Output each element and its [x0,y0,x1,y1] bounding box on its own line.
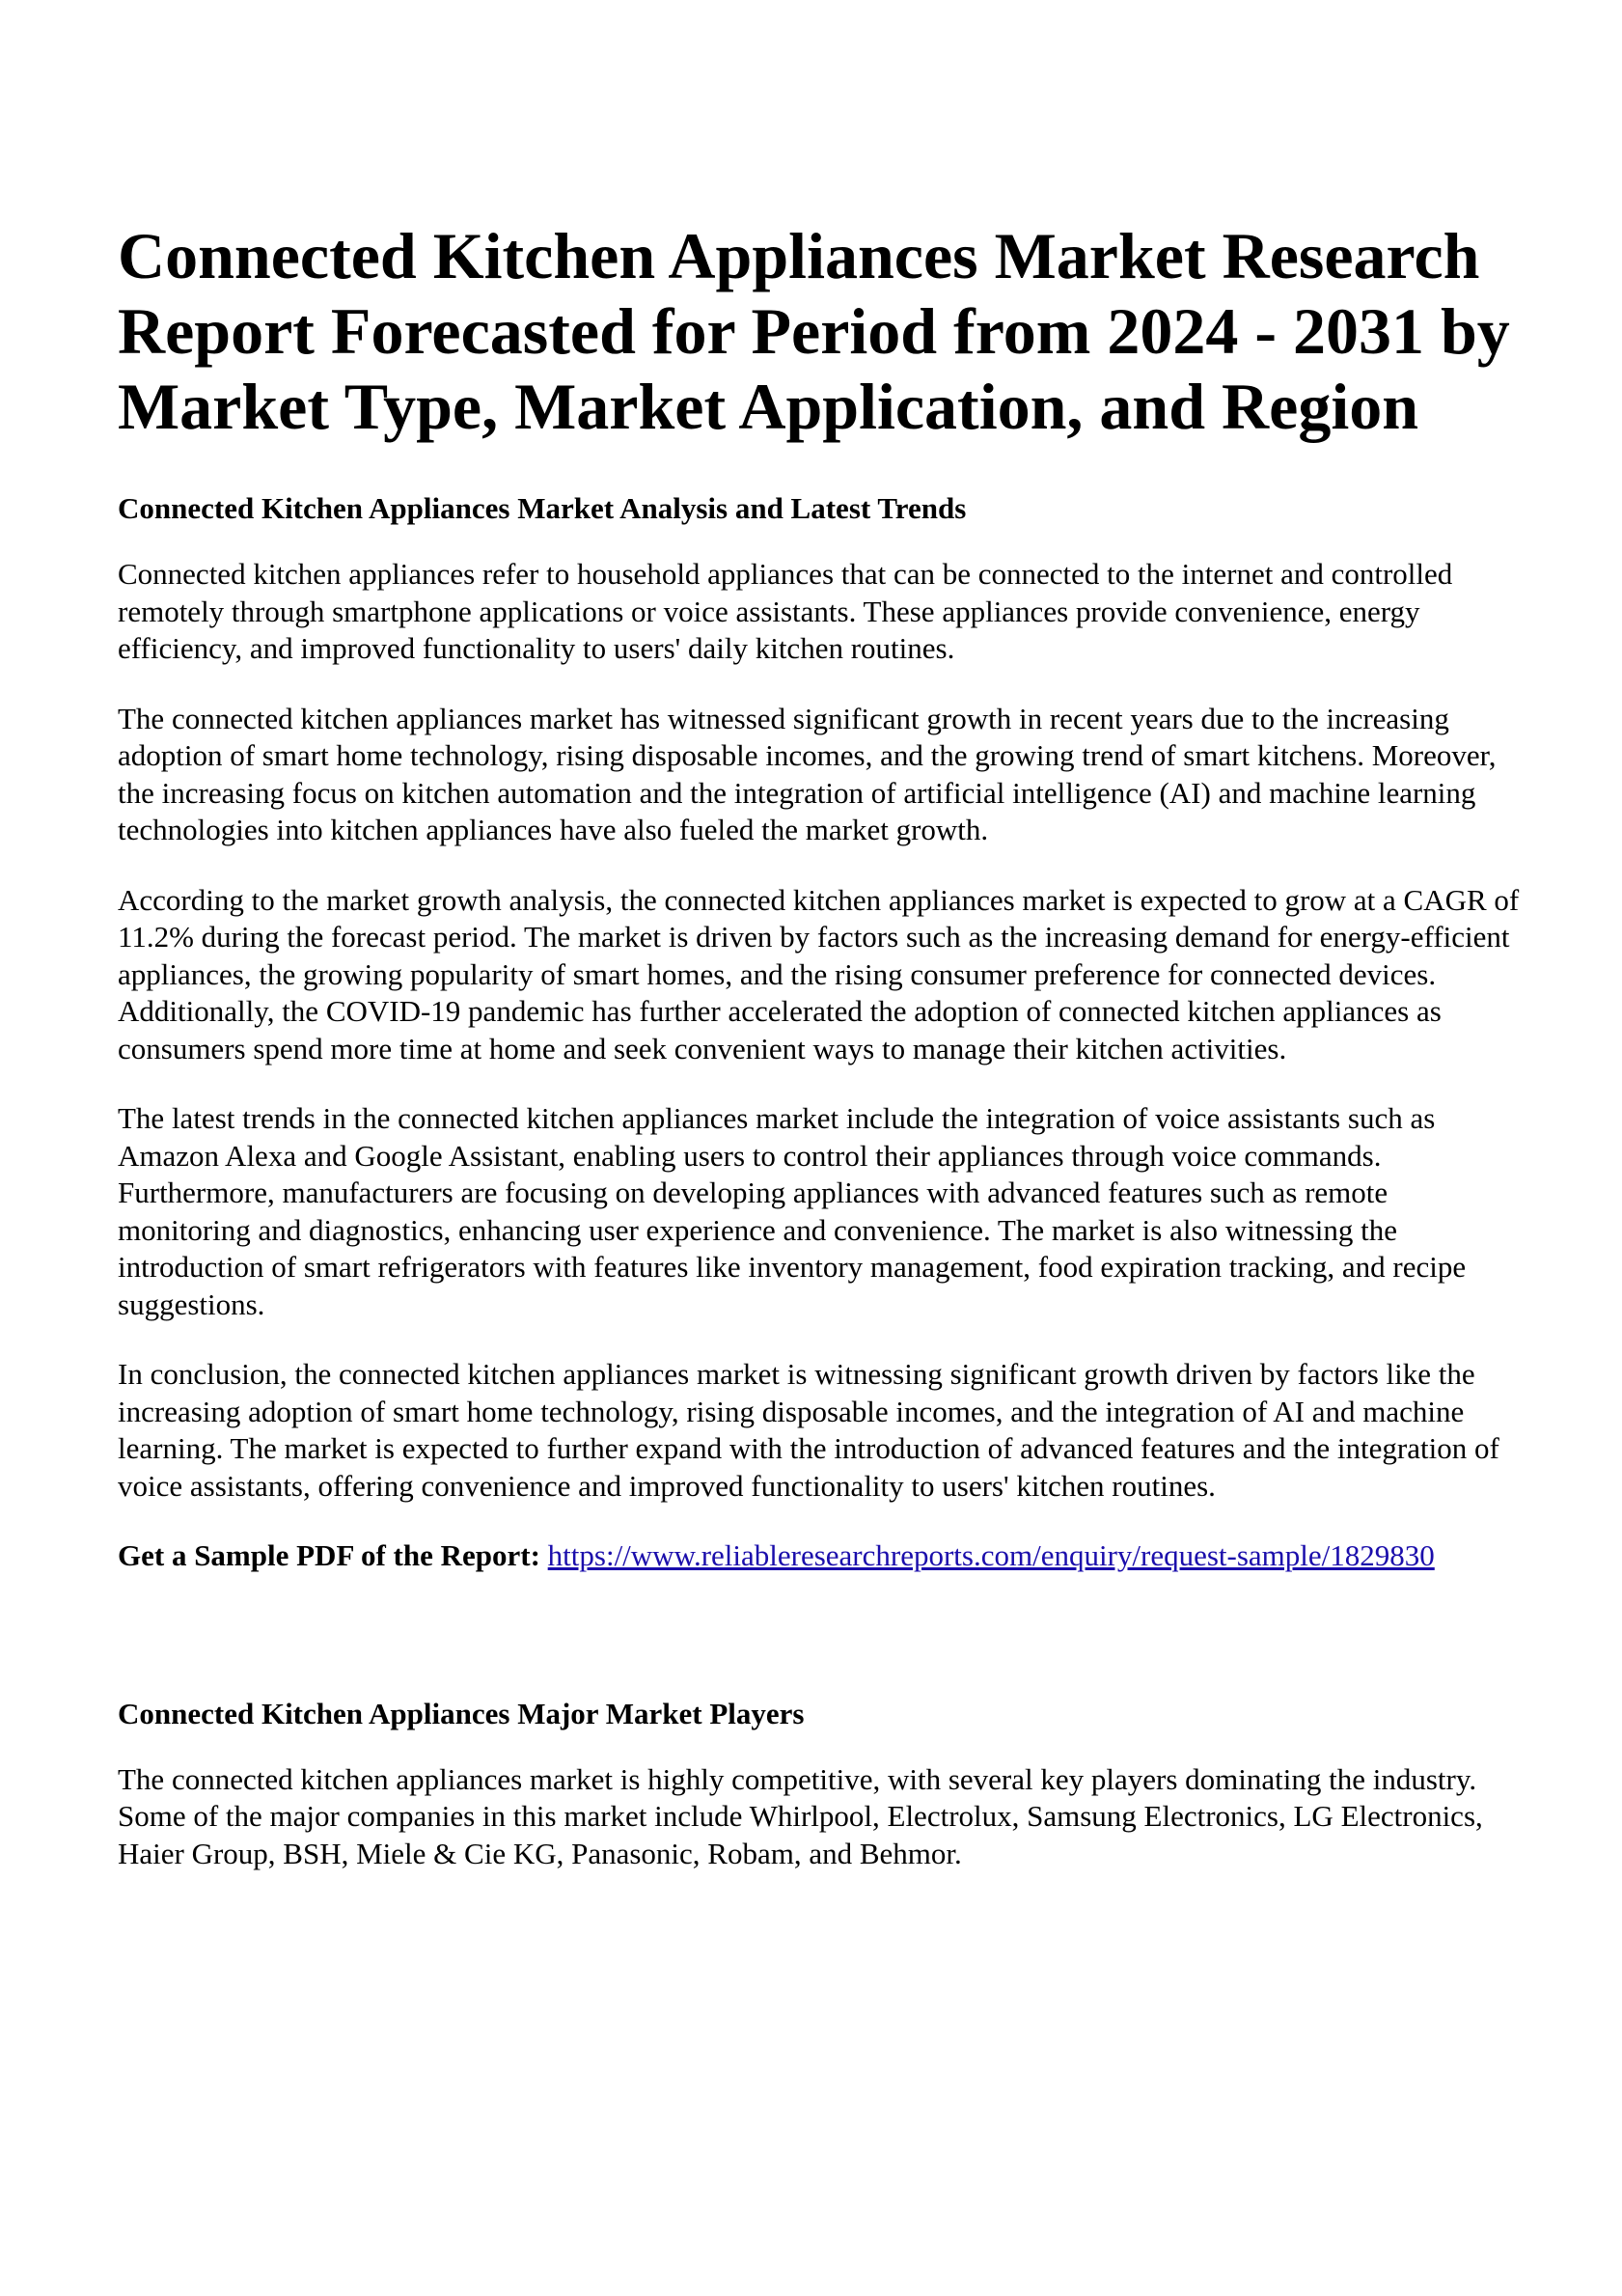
document-title: Connected Kitchen Appliances Market Research Report Forecasted for Period from 2024 - 2031 by Market Type, Market Application, and Region [118,219,1510,443]
section-heading-analysis: Connected Kitchen Appliances Market Analysis and Latest Trends [118,491,967,525]
section-spacer [118,1575,1526,1696]
sample-pdf-link[interactable]: https://www.reliableresearchreports.com/enquiry/request-sample/1829830 [547,1538,1435,1572]
section-heading-players: Connected Kitchen Appliances Major Market Players [118,1696,805,1730]
paragraph-conclusion: In conclusion, the connected kitchen appliances market is witnessing significant growth driven by factors like the increasing adoption of smart home technology, rising disposable incomes, and the integration of AI and machine learning. The market is expected to further expand with the introduction of advanced features and the integration of voice assistants, offering convenience and improved functionality to users' kitchen routines. [118,1357,1499,1503]
paragraph-growth: The connected kitchen appliances market has witnessed significant growth in recent years due to the increasing adoption of smart home technology, rising disposable incomes, and the growing trend of smart kitchens. Moreover, the increasing focus on kitchen automation and the integration of artificial intelligence (AI) and machine learning technologies into kitchen appliances have also fueled the market growth. [118,701,1497,846]
paragraph-cagr: According to the market growth analysis, the connected kitchen appliances market is expected to grow at a CAGR of 11.2% during the forecast period. The market is driven by factors such as the increasing demand for energy-efficient appliances, the growing popularity of smart homes, and the rising consumer preference for connected devices. Additionally, the COVID-19 pandemic has further accelerated the adoption of connected kitchen appliances as consumers spend more time at home and seek convenient ways to manage their kitchen activities. [118,882,1520,1065]
paragraph-players: The connected kitchen appliances market is highly competitive, with several key players dominating the industry. Some of the major companies in this market include Whirlpool, Electrolux, Samsung Electronics, LG Electronics, Haier Group, BSH, Miele & Cie KG, Panasonic, Robam, and Behmor. [118,1761,1483,1870]
paragraph-definition: Connected kitchen appliances refer to household appliances that can be connected to the internet and controlled remotely through smartphone applications or voice assistants. These appliances provide convenience, energy efficiency, and improved functionality to users' daily kitchen routines. [118,557,1453,665]
paragraph-trends: The latest trends in the connected kitchen appliances market include the integration of voice assistants such as Amazon Alexa and Google Assistant, enabling users to control their appliances through voice commands. Furthermore, manufacturers are focusing on developing appliances with advanced features such as remote monitoring and diagnostics, enhancing user experience and convenience. The market is also witnessing the introduction of smart refrigerators with features like inventory management, food expiration tracking, and recipe suggestions. [118,1101,1467,1321]
document-page [118,218,1526,1905]
sample-pdf-label: Get a Sample PDF of the Report: [118,1538,540,1572]
sample-pdf-line [118,1537,1526,1575]
